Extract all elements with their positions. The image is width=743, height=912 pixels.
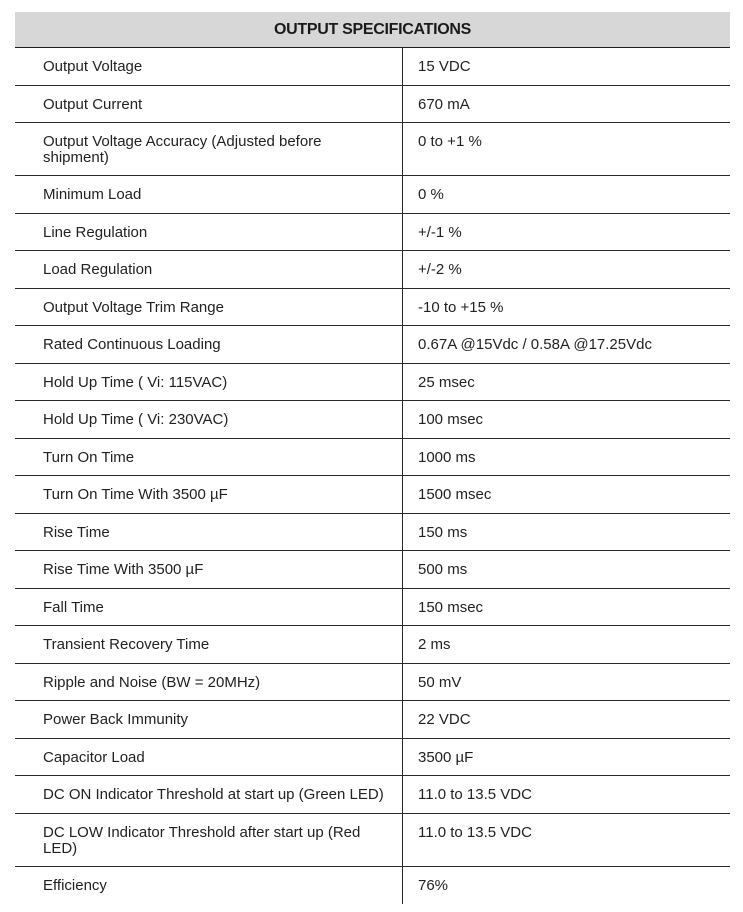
table-row xyxy=(15,401,730,439)
spec-value: 11.0 to 13.5 VDC xyxy=(403,776,731,814)
spec-label: Capacitor Load xyxy=(15,738,403,776)
spec-label: Rise Time xyxy=(15,513,403,551)
spec-label: Ripple and Noise (BW = 20MHz) xyxy=(15,663,403,701)
spec-label: Output Voltage xyxy=(15,48,403,86)
table-row xyxy=(15,213,730,251)
spec-label: Output Voltage Accuracy (Adjusted before shipment) xyxy=(15,123,403,176)
table-row xyxy=(15,513,730,551)
table-row xyxy=(15,363,730,401)
table-row xyxy=(15,288,730,326)
table-row xyxy=(15,551,730,589)
spec-value: 15 VDC xyxy=(403,48,731,86)
spec-label: Fall Time xyxy=(15,588,403,626)
spec-label: Turn On Time With 3500 µF xyxy=(15,476,403,514)
spec-label: Power Back Immunity xyxy=(15,701,403,739)
spec-value: 150 msec xyxy=(403,588,731,626)
spec-value: 2 ms xyxy=(403,626,731,664)
spec-label: DC ON Indicator Threshold at start up (Green LED) xyxy=(15,776,403,814)
spec-value: 3500 µF xyxy=(403,738,731,776)
spec-label: Turn On Time xyxy=(15,438,403,476)
spec-label: Rated Continuous Loading xyxy=(15,326,403,364)
spec-label: DC LOW Indicator Threshold after start up (Red LED) xyxy=(15,813,403,866)
table-title: OUTPUT SPECIFICATIONS xyxy=(15,12,730,48)
spec-value: 0 to +1 % xyxy=(403,123,731,176)
spec-value: +/-2 % xyxy=(403,251,731,289)
spec-label: Hold Up Time ( Vi: 115VAC) xyxy=(15,363,403,401)
table-row xyxy=(15,626,730,664)
spec-value: 76% xyxy=(418,876,449,894)
spec-value: 22 VDC xyxy=(403,701,731,739)
table-row xyxy=(15,776,730,814)
table-header-row xyxy=(15,12,730,48)
spec-value: 150 ms xyxy=(403,513,731,551)
spec-value: 50 mV xyxy=(403,663,731,701)
spec-label: Output Current xyxy=(15,85,403,123)
spec-label: Efficiency xyxy=(15,866,403,904)
spec-label: Transient Recovery Time xyxy=(15,626,403,664)
table-body xyxy=(15,48,730,904)
table-row xyxy=(15,85,730,123)
spec-value: 1000 ms xyxy=(403,438,731,476)
spec-label: Minimum Load xyxy=(15,176,403,214)
spec-value: 11.0 to 13.5 VDC xyxy=(403,813,731,866)
table-row xyxy=(15,663,730,701)
spec-value: 25 msec xyxy=(403,363,731,401)
spec-value: 1500 msec xyxy=(403,476,731,514)
output-specifications-table xyxy=(15,12,730,904)
spec-label: Line Regulation xyxy=(15,213,403,251)
spec-value: -10 to +15 % xyxy=(403,288,731,326)
table-row xyxy=(15,738,730,776)
spec-value: +/-1 % xyxy=(403,213,731,251)
table-row xyxy=(15,438,730,476)
table-row xyxy=(15,123,730,176)
spec-label: Output Voltage Trim Range xyxy=(15,288,403,326)
table-row xyxy=(15,813,730,866)
spec-label: Rise Time With 3500 µF xyxy=(15,551,403,589)
spec-label: Load Regulation xyxy=(15,251,403,289)
table-row xyxy=(15,176,730,214)
table-row xyxy=(15,866,730,904)
spec-value: 500 ms xyxy=(403,551,731,589)
table-row xyxy=(15,48,730,86)
table-row xyxy=(15,326,730,364)
spec-value: 100 msec xyxy=(403,401,731,439)
spec-value: 0.67A @15Vdc / 0.58A @17.25Vdc xyxy=(403,326,731,364)
table-row xyxy=(15,251,730,289)
table-row xyxy=(15,701,730,739)
table-row xyxy=(15,588,730,626)
spec-value: 670 mA xyxy=(403,85,731,123)
spec-value: 0 % xyxy=(403,176,731,214)
table-row xyxy=(15,476,730,514)
spec-label: Hold Up Time ( Vi: 230VAC) xyxy=(15,401,403,439)
